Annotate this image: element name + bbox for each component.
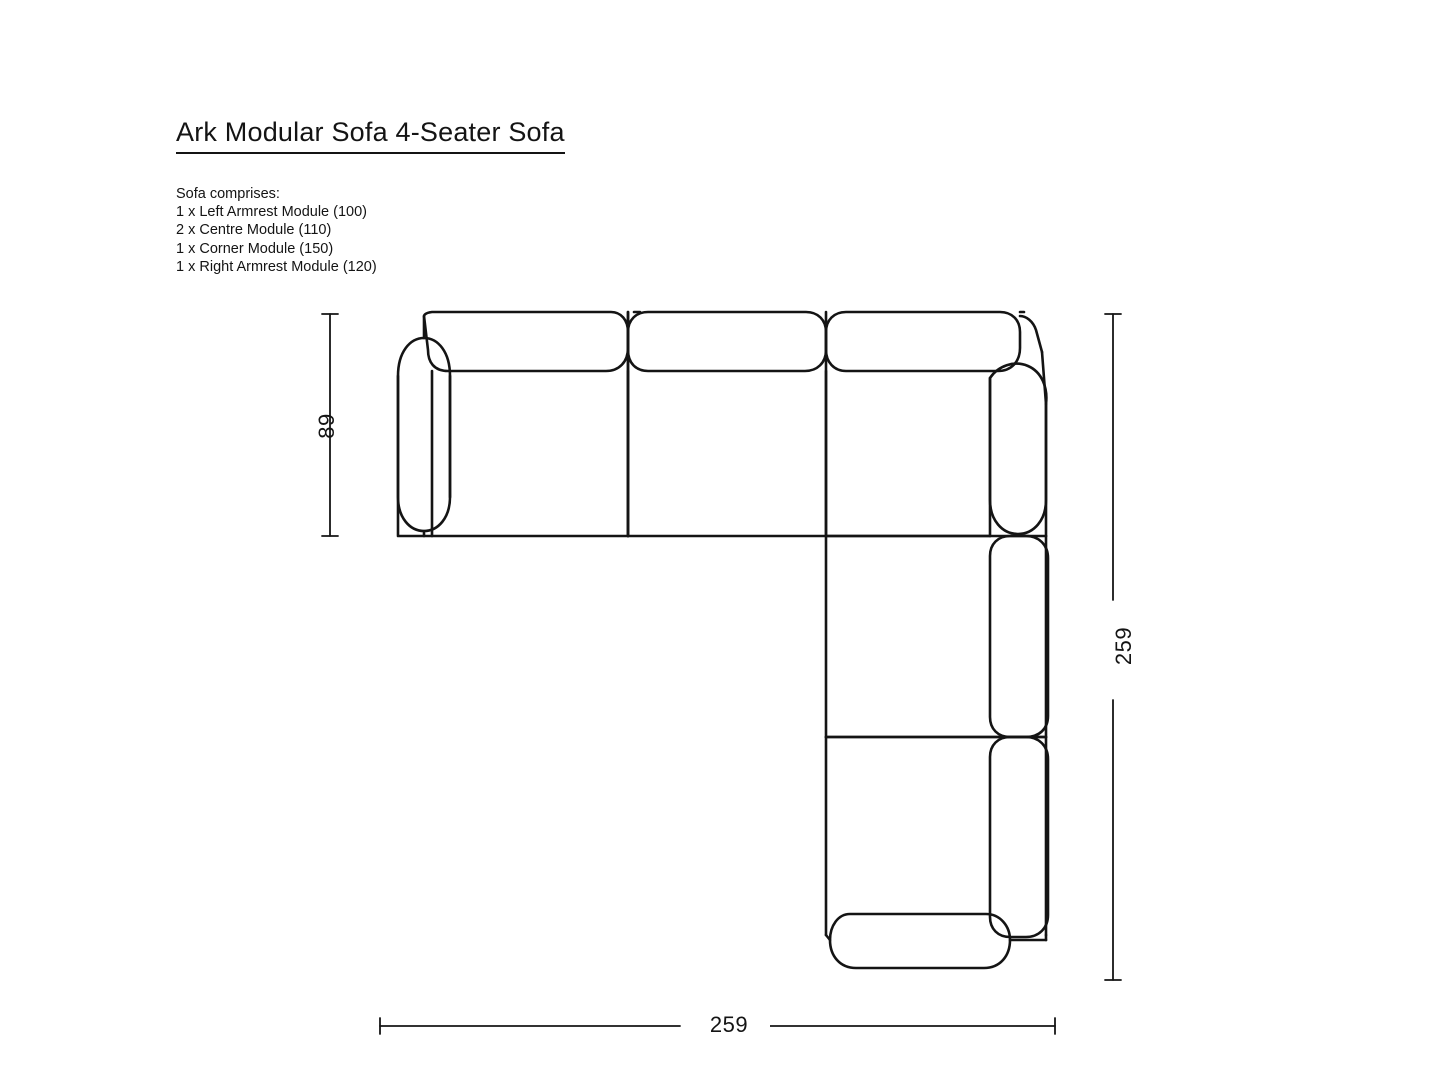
dimension-width-label: 259 (688, 1012, 770, 1038)
dimension-depth-label: 259 (1111, 626, 1136, 666)
left-armrest-module (398, 312, 628, 536)
right-armrest-module (826, 737, 1048, 968)
centre-module-1 (628, 312, 826, 536)
composition-item: 1 x Left Armrest Module (100) (176, 204, 367, 221)
dimension-height-label: 89 (314, 413, 339, 439)
composition-item: 1 x Corner Module (150) (176, 240, 334, 257)
page-title: Ark Modular Sofa 4-Seater Sofa (176, 118, 565, 154)
composition-heading: Sofa comprises: (176, 186, 280, 202)
centre-module-2 (826, 536, 1048, 737)
composition-item: 1 x Right Armrest Module (120) (176, 258, 377, 275)
composition-item: 2 x Centre Module (110) (176, 222, 332, 239)
corner-module (826, 312, 1046, 536)
dimension-lines (322, 314, 1121, 1034)
